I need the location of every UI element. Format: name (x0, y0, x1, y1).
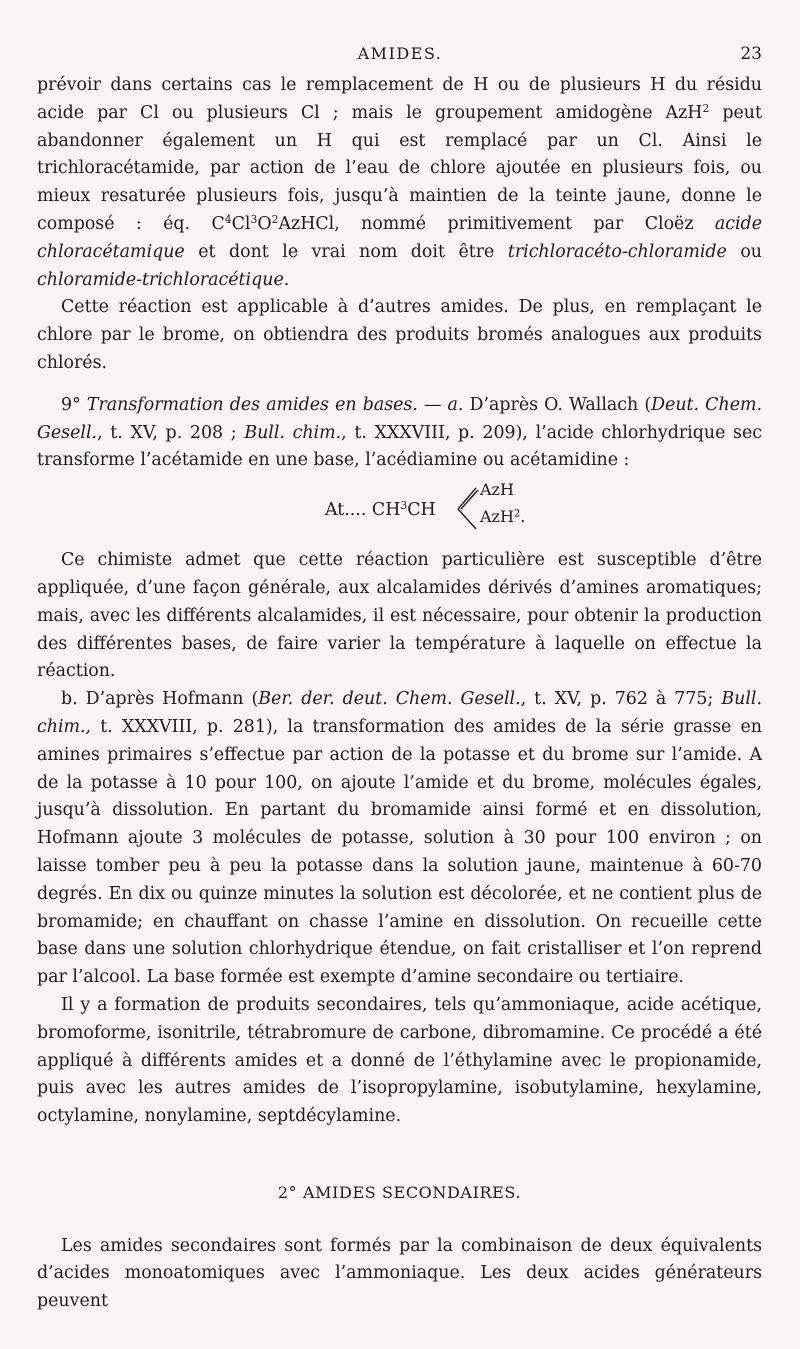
formula-bottom-group: AzH$^2$. (480, 507, 526, 527)
formula-top-group: AzH (480, 480, 514, 500)
page-number: 23 (740, 44, 762, 64)
formula-lead: At.... $CH^3CH$ (325, 499, 436, 521)
running-title: AMIDES. (357, 44, 443, 63)
paragraph-byproducts: Il y a formation de produits secondaires, tels qu’ammoniaque, acide acétique, bromoforme, isonitrile, tétrabromure de carbone, dibromamine. Ce procédé a été appliqué à différents amides et a donné de l’éthylamine avec le propionamide, puis avec les autres amides de l’isopropylamine, isobutylamine, hexylamine, octylamine, nonylamine, septdécylamine. (37, 994, 762, 1127)
section-heading: 2° AMIDES SECONDAIRES. (277, 1182, 522, 1202)
paragraph-bromine: Cette réaction est applicable à d’autres amides. De plus, en remplaçant le chlore par le brome, on obtiendra des produits bromés analogues aux produits chlorés. (37, 297, 762, 373)
acetamidine-formula (37, 477, 762, 543)
running-header (0, 44, 800, 74)
paragraph-wallach-comment: Ce chimiste admet que cette réaction particulière est susceptible d’être appliquée, d’une façon générale, aux alcalamides dérivés d’amines aromatiques; mais, avec les différents alcalamides, il est nécessaire, pour obtenir la production des différentes bases, de faire varier la température à laquelle on effectue la réaction. (37, 550, 762, 682)
paragraph-secondary-amides: Les amides secondaires sont formés par la combinaison de deux équivalents d’acides monoatomiques avec l’ammoniaque. Les deux acides générateurs peuvent (37, 1235, 762, 1312)
paragraph-trichloracetamide: prévoir dans certains cas le remplacement de H ou de plusieurs H du résidu acide par Cl ou plusieurs Cl ; mais le groupement amidogène AzH$^2$ peut abandonner également un H qui est remplacé par un Cl. Ainsi le trichloracétamide, par action de l’eau de chlore ajoutée en plusieurs fois, ou mieux resaturée plusieurs fois, jusqu’à maintien de la teinte jaune, donne le composé : éq. $C^4Cl^3O^2AzHCl$, nommé primitivement par Cloëz acide chloracétamique et dont le vrai nom doit être trichloracéto-chloramide ou chloramide-trichloracétique. (37, 75, 763, 290)
page-body (37, 72, 762, 1316)
paragraph-hofmann: b. D’après Hofmann (Ber. der. deut. Chem. Gesell., t. XV, p. 762 à 775; Bull. chim., t. XXXVIII, p. 281), la transformation des amides de la série grasse en amines primaires s’effectue par action de la potasse et du brome sur l’amide. A de la potasse à 10 pour 100, on ajoute l’amide et du brome, molécules égales, jusqu’à dissolution. En partant du bromamide ainsi formé et en dissolution, Hofmann ajoute 3 molécules de potasse, solution à 30 pour 100 environ ; on laisse tomber peu à peu la potasse dans la solution jaune, maintenue à 60-70 degrés. En dix ou quinze minutes la solution est décolorée, et ne contient plus de bromamide; en chauffant on chasse l’amine en dissolution. On recueille cette base dans une solution chlorhydrique étendue, on fait cristalliser et l’on reprend par l’alcool. La base formée est exempte d’amine secondaire ou tertiaire. (37, 689, 762, 988)
bond-branch-icon (456, 479, 480, 535)
paragraph-transformation-a: 9° Transformation des amides en bases. — a. D’après O. Wallach (Deut. Chem. Gesell., t. XV, p. 208 ; Bull. chim., t. XXXVIII, p. 209), l’acide chlorhydrique sec transforme l’acétamide en une base, l’acédiamine ou acétamidine : (37, 394, 762, 471)
